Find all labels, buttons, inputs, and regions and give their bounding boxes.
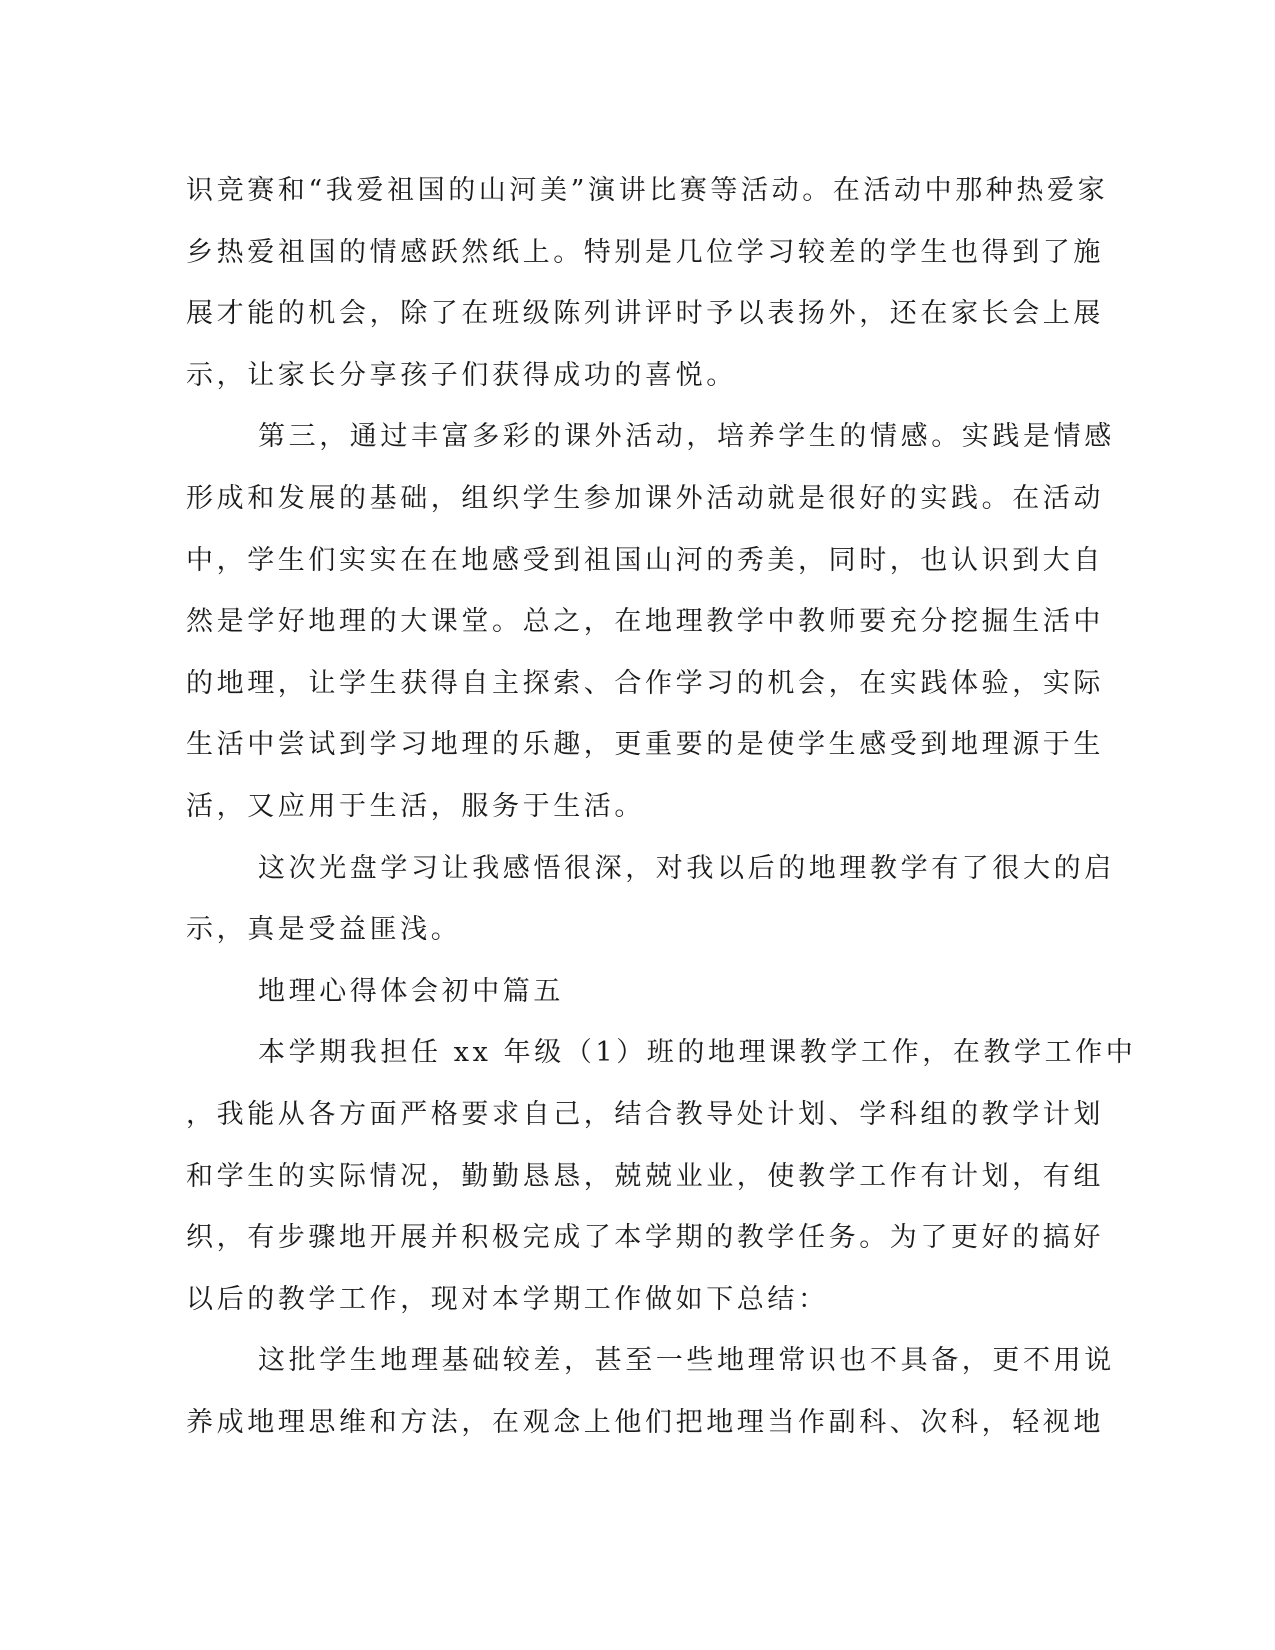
text-line: 生活中尝试到学习地理的乐趣，更重要的是使学生感受到地理源于生 bbox=[186, 729, 1104, 761]
text-line: 第三，通过丰富多彩的课外活动，培养学生的情感。实践是情感 bbox=[258, 421, 1115, 453]
text-line: 形成和发展的基础，组织学生参加课外活动就是很好的实践。在活动 bbox=[186, 482, 1104, 514]
text-line: 乡热爱祖国的情感跃然纸上。特别是几位学习较差的学生也得到了施 bbox=[186, 236, 1104, 268]
text-line: 展才能的机会，除了在班级陈列讲评时予以表扬外，还在家长会上展 bbox=[186, 298, 1104, 330]
text-line: 识竞赛和“我爱祖国的山河美”演讲比赛等活动。在活动中那种热爱家 bbox=[186, 175, 1109, 206]
document-body bbox=[186, 160, 1137, 1453]
text-line: 这批学生地理基础较差，甚至一些地理常识也不具备，更不用说 bbox=[258, 1345, 1115, 1377]
text-line: 中，学生们实实在在地感受到祖国山河的秀美，同时，也认识到大自 bbox=[186, 544, 1104, 576]
text-line: 示，让家长分享孩子们获得成功的喜悦。 bbox=[186, 359, 737, 391]
text-line: 和学生的实际情况，勤勤恳恳，兢兢业业，使教学工作有计划，有组 bbox=[186, 1160, 1104, 1192]
text-line: 本学期我担任 xx 年级（1）班的地理课教学工作，在教学工作中 bbox=[258, 1037, 1137, 1069]
text-line: 示，真是受益匪浅。 bbox=[186, 914, 462, 946]
text-line: 以后的教学工作，现对本学期工作做如下总结： bbox=[186, 1283, 829, 1315]
text-line: 然是学好地理的大课堂。总之，在地理教学中教师要充分挖掘生活中 bbox=[186, 606, 1104, 638]
text-line: 这次光盘学习让我感悟很深，对我以后的地理教学有了很大的启 bbox=[258, 852, 1115, 884]
text-line: 养成地理思维和方法，在观念上他们把地理当作副科、次科，轻视地 bbox=[186, 1406, 1104, 1438]
text-line: 的地理，让学生获得自主探索、合作学习的机会，在实践体验，实际 bbox=[186, 667, 1104, 699]
text-line: 织，有步骤地开展并积极完成了本学期的教学任务。为了更好的搞好 bbox=[186, 1222, 1104, 1254]
text-line: ，我能从各方面严格要求自己，结合教导处计划、学科组的教学计划 bbox=[186, 1098, 1104, 1130]
text-line: 活，又应用于生活，服务于生活。 bbox=[186, 790, 645, 822]
section-heading: 地理心得体会初中篇五 bbox=[258, 975, 564, 1007]
